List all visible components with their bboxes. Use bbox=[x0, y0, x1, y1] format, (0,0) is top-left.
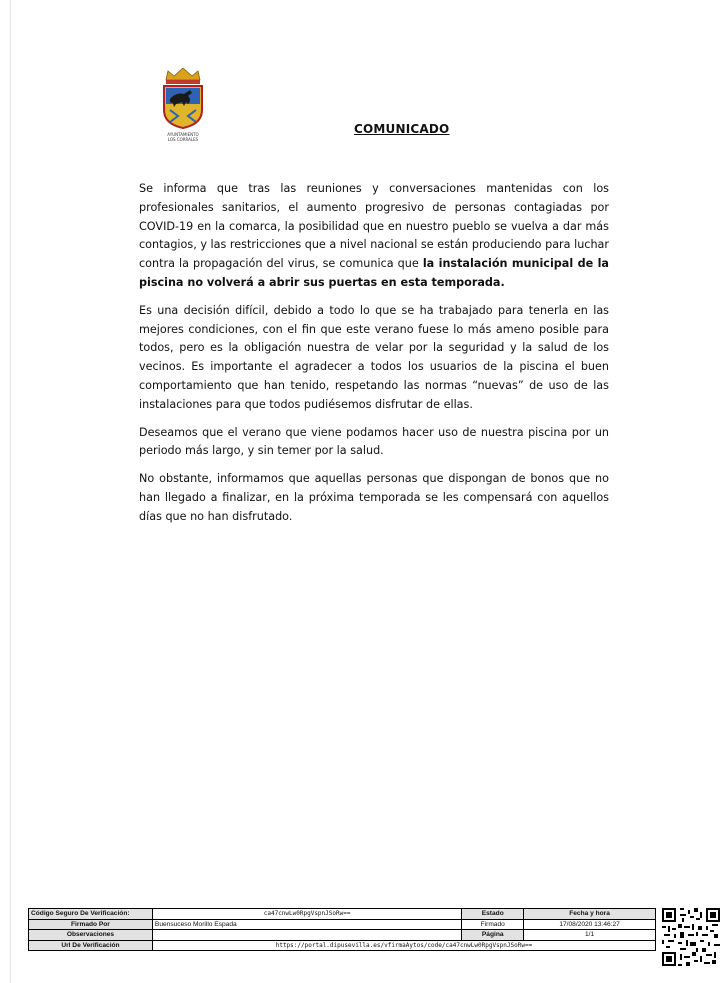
footer-row-firmado bbox=[29, 919, 656, 930]
logo-text-line2: LOS CORRALES bbox=[167, 137, 199, 142]
observaciones-label: Observaciones bbox=[29, 930, 153, 941]
paragraph-2: Es una decisión difícil, debido a todo lo que se ha trabajado para tenerla en las mejores condiciones, con el fin que este verano fuese lo más ameno posible para todos, pero es la obligación nuestra de velar por la seguridad y la salud de los vecinos. Es importante el agradecer a todos los usuarios de la piscina el buen comportamiento que han tenido, respetando las normas “nuevas” de uso de las instalaciones para que todos pudiésemos disfrutar de ellas. bbox=[139, 303, 609, 411]
document-page bbox=[10, 0, 720, 983]
paragraph-3: Deseamos que el verano que viene podamos hacer uso de nuestra piscina por un periodo más largo, y sin temer por la salud. bbox=[139, 425, 609, 458]
estado-label: Estado bbox=[462, 909, 524, 920]
verification-footer-table bbox=[28, 908, 656, 951]
footer-row-csv bbox=[29, 909, 656, 920]
pagina-value: 1/1 bbox=[524, 930, 656, 941]
paragraph-1 bbox=[139, 180, 609, 293]
document-title: COMUNICADO bbox=[354, 122, 450, 136]
verification-url[interactable]: https://portal.dipusevilla.es/vfirmaAytos/code/ca47cnwLw0RpgVspnJSoRw== bbox=[152, 940, 655, 951]
paragraph-1-text: Se informa que tras las reuniones y conversaciones mantenidas con los profesionales sanitarios, el aumento progresivo de personas contagiadas por COVID-19 en la comarca, la posibilidad que en nuestro pueblo se vuelva a dar más contagios, y las restricciones que a nivel nacional se están produciendo para luchar contra la propagación del virus, se comunica que bbox=[139, 182, 609, 271]
csv-label: Código Seguro De Verificación: bbox=[29, 909, 153, 920]
footer-row-observaciones bbox=[29, 930, 656, 941]
pagina-label: Página bbox=[462, 930, 524, 941]
fecha-value: 17/08/2020 13:46:27 bbox=[524, 919, 656, 930]
csv-value: ca47cnwLw0RpgVspnJSoRw== bbox=[152, 909, 461, 920]
qr-code-icon bbox=[662, 908, 720, 968]
footer-row-url bbox=[29, 940, 656, 951]
document-body bbox=[139, 180, 609, 536]
firmado-por-label: Firmado Por bbox=[29, 919, 153, 930]
logo-text-line1: AYUNTAMIENTO bbox=[167, 132, 199, 137]
fecha-label: Fecha y hora bbox=[524, 909, 656, 920]
observaciones-value bbox=[152, 930, 461, 941]
estado-value: Firmado bbox=[462, 919, 524, 930]
url-label: Url De Verificación bbox=[29, 940, 153, 951]
paragraph-4: No obstante, informamos que aquellas personas que dispongan de bonos que no han llegado a finalizar, en la próxima temporada se les compensará con aquellos días que no han disfrutado. bbox=[139, 472, 609, 523]
firmado-por-value: Buensuceso Morillo Espada bbox=[152, 919, 461, 930]
paragraph-1-bold: la instalación municipal de la piscina no volverá a abrir sus puertas en esta temporada. bbox=[139, 257, 609, 289]
coat-of-arms-logo bbox=[158, 66, 208, 142]
